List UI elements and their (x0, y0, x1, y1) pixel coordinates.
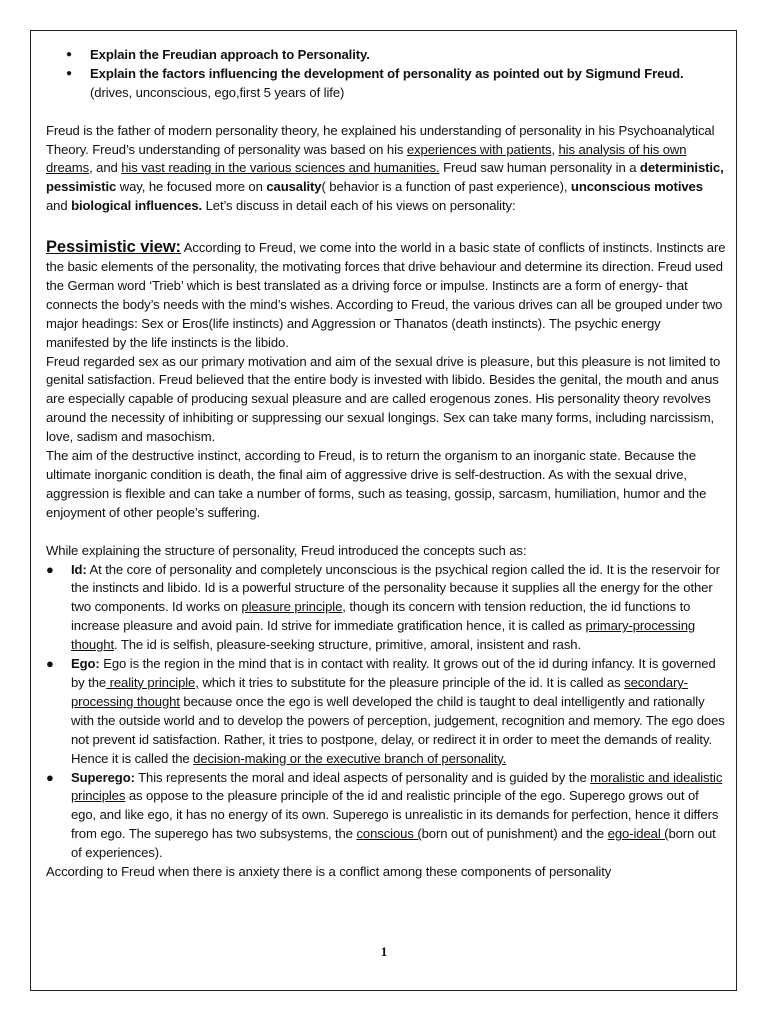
pessimistic-view-paragraph: Pessimistic view: According to Freud, we come into the world in a basic state of conflicts of instincts. Instincts are the basic elements of the personality, the motivating forces that drive behaviour and determine its direction. Freud used the German word ‘Trieb’ which is best translated as a driving force or impulse. Instincts are a form of energy- that connects the body’s needs with the mind’s wishes. According to Freud, the various drives can all be grouped under two major headings: Sex or Eros(life instincts) and Aggression or Thanatos (death instincts). The psychic energy manifested by the life instincts is the libido. (46, 238, 726, 350)
underlined-term: ego-ideal ( (607, 826, 669, 842)
underlined-term: pleasure principle (241, 599, 343, 615)
objective-text: Explain the Freudian approach to Personality. (90, 47, 370, 62)
bold-term: biological influences. (71, 198, 203, 214)
bold-term: deterministic, pessimistic (46, 160, 724, 195)
objective-note: (drives, unconscious, ego,first 5 years of life) (90, 84, 345, 100)
underlined-term: conscious ( (356, 826, 422, 842)
intro-paragraph: Freud is the father of modern personality theory, he explained his understanding of personality in his Psychoanalytical Theory. Freud’s understanding of personality was based on his experiences with patients, his analysis of his own dreams, and his vast reading in the various sciences and humanities. Freud saw human personality in a deterministic, pessimistic way, he focused more on causality( behavior is a function of past experience), unconscious motives and biological influences. Let’s discuss in detail each of his views on personality: (46, 122, 724, 214)
ego-label: Ego: (71, 656, 100, 672)
objective-item (46, 65, 726, 103)
document-body (46, 46, 726, 882)
section-heading: Pessimistic view: (46, 238, 181, 257)
underlined-term: reality principle, (106, 674, 199, 690)
superego-label: Superego: (71, 769, 135, 785)
objective-item (46, 46, 726, 65)
objectives-list (46, 46, 726, 103)
structure-intro: While explaining the structure of personality, Freud introduced the concepts such as: (46, 542, 527, 558)
underlined-term: his vast reading in the various sciences and humanities. (121, 160, 440, 176)
closing-sentence: According to Freud when there is anxiety there is a conflict among these components of personality (46, 864, 612, 880)
underlined-term: experiences with patients (406, 141, 552, 157)
page-number: 1 (380, 944, 388, 959)
superego-item: ● Superego: This represents the moral and ideal aspects of personality and is guided by the moralistic and idealistic principles as oppose to the pleasure principle of the id and realistic principle of the ego. Superego grows out of ego, and like ego, it has no energy of its own. Superego is unrealistic in its demands for perfection, hence it differs from ego. The superego has two subsystems, the conscious (born out of punishment) and the ego-ideal (born out of experiences). (46, 769, 726, 864)
underlined-term: secondary-processing thought (71, 674, 688, 709)
structure-list (46, 561, 726, 864)
sex-drive-paragraph: Freud regarded sex as our primary motivation and aim of the sexual drive is pleasure, but this pleasure is not limited to genital satisfaction. Freud believed that the entire body is invested with libido. Besides the genital, the mouth and anus are especially capable of producing sexual pleasure and are called erogenous zones. His personality theory revolves around the necessity of inhibiting or suppressing our sexual longings. Sex can take many forms, including narcissism, love, sadism and masochism. (46, 353, 721, 445)
objective-text: Explain the factors influencing the development of personality as pointed out by Sigmund Freud. (90, 65, 684, 81)
underlined-term: his analysis of his own dreams (46, 141, 687, 176)
ego-item: ● Ego: Ego is the region in the mind that is in contact with reality. It grows out of the id during infancy. It is governed by the reality principle, which it tries to substitute for the pleasure principle of the id. It is called as secondary-processing thought because once the ego is well developed the child is taught to deal intelligently and rationally with the outside world and to develop the powers of perception, judgement, recognition and memory. The ego does not prevent id satisfaction. Rather, it tries to postpone, delay, or redirect it in order to meet the demands of reality. Hence it is called the decision-making or the executive branch of personality. (46, 655, 726, 768)
id-label: Id: (71, 561, 87, 577)
underlined-term: primary-processing thought (71, 618, 696, 653)
destructive-instinct-paragraph: The aim of the destructive instinct, according to Freud, is to return the organism to an inorganic state. Because the ultimate inorganic condition is death, the final aim of aggressive drive is self-destruction. As with the sexual drive, aggression is flexible and can take a number of forms, such as teasing, gossip, sarcasm, humiliation, humor and the enjoyment of other people’s suffering. (46, 448, 707, 520)
underlined-term: moralistic and idealistic principles (71, 769, 723, 804)
bold-term: causality (266, 179, 322, 195)
bold-term: unconscious motives (570, 179, 703, 195)
id-item: ● Id: At the core of personality and completely unconscious is the psychical region called the id. It is the reservoir for the instincts and libido. Id is a powerful structure of the personality because it supplies all the energy for the other two components. Id works on pleasure principle, though its concern with tension reduction, the id functions to increase pleasure and avoid pain. Id strive for immediate gratification hence, it is called as primary-processing thought. The id is selfish, pleasure-seeking structure, primitive, amoral, insistent and rash. (46, 561, 726, 656)
underlined-term: decision-making or the executive branch of personality. (193, 750, 507, 766)
